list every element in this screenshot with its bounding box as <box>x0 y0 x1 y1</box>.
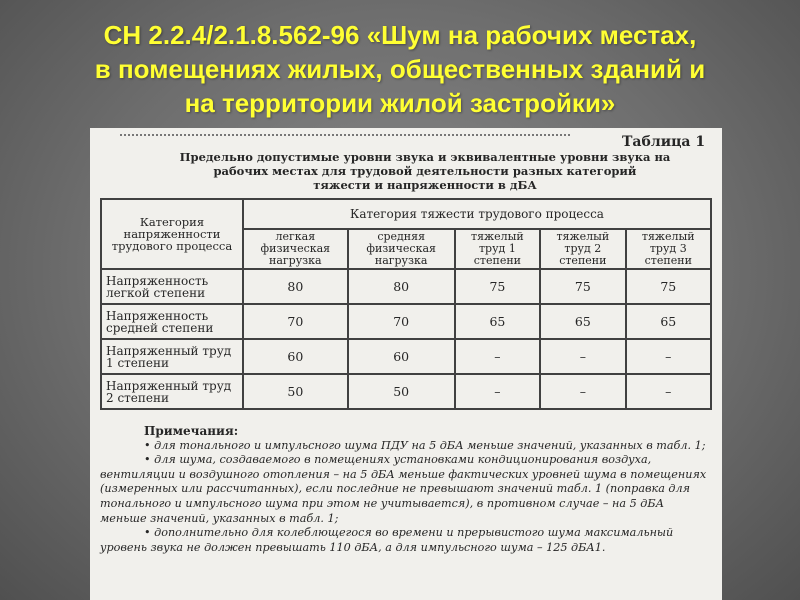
table-header-row <box>101 199 711 229</box>
table-number: Таблица 1 <box>622 134 706 150</box>
table-cell: – <box>540 339 625 374</box>
row-label: Напряженный труд 2 степени <box>101 374 243 409</box>
slide-title-line: в помещениях жилых, общественных зданий и <box>94 54 706 84</box>
table-cell: 75 <box>455 269 540 304</box>
table-caption <box>130 150 720 192</box>
table-cell: 75 <box>540 269 625 304</box>
table-cell: – <box>455 339 540 374</box>
note-item: • дополнительно для колеблющегося во времени и прерывистого шума максимальный уровень звука не должен превышать 110 дБА, а для импульсного шума – 125 дБА1. <box>100 526 712 555</box>
slide-title <box>20 18 780 120</box>
column-header: тяжелый труд 3 степени <box>626 229 711 269</box>
row-label: Напряженный труд 1 степени <box>101 339 243 374</box>
cut-text-line <box>120 128 570 136</box>
slide-title-line: на территории жилой застройки» <box>184 88 616 118</box>
table-cell: 80 <box>243 269 348 304</box>
table-cell: – <box>626 339 711 374</box>
table-cell: 60 <box>243 339 348 374</box>
caption-line: Предельно допустимые уровни звука и эквивалентные уровни звука на <box>179 150 671 164</box>
table-cell: 60 <box>348 339 455 374</box>
caption-line: рабочих местах для трудовой деятельности разных категорий <box>213 164 637 178</box>
table-cell: 75 <box>626 269 711 304</box>
scanned-document <box>90 128 722 600</box>
caption-line: тяжести и напряженности в дБА <box>313 178 537 192</box>
column-header: тяжелый труд 2 степени <box>540 229 625 269</box>
note-item: • для тонального и импульсного шума ПДУ на 5 дБА меньше значений, указанных в табл. 1; <box>100 439 712 454</box>
table-row <box>101 304 711 339</box>
table-cell: 70 <box>243 304 348 339</box>
table-row <box>101 374 711 409</box>
table-cell: – <box>540 374 625 409</box>
noise-limits-table <box>100 198 712 410</box>
table-cell: 50 <box>243 374 348 409</box>
table-cell: 50 <box>348 374 455 409</box>
row-label: Напряженность легкой степени <box>101 269 243 304</box>
notes-section <box>100 424 712 555</box>
table-cell: – <box>455 374 540 409</box>
corner-header: Категория напряженности трудового процесса <box>101 199 243 269</box>
table-row <box>101 269 711 304</box>
table-row <box>101 339 711 374</box>
table-cell: 65 <box>455 304 540 339</box>
column-header: легкая физическая нагрузка <box>243 229 348 269</box>
group-header: Категория тяжести трудового процесса <box>243 199 711 229</box>
table-cell: 80 <box>348 269 455 304</box>
slide-title-line: СН 2.2.4/2.1.8.562-96 «Шум на рабочих местах, <box>103 20 697 50</box>
table-cell: – <box>626 374 711 409</box>
note-item: • для шума, создаваемого в помещениях установками кондиционирования воздуха, вентиляции и воздушного отопления – на 5 дБА меньше фактических уровней шума в помещениях (измеренных или рассчитанных), если последние не превышают значений табл. 1 (поправка для тонального и импульсного шума при этом не учитывается), в противном случае – на 5 дБА меньше значений, указанных в табл. 1; <box>100 453 712 526</box>
column-header: средняя физическая нагрузка <box>348 229 455 269</box>
notes-title: Примечания: <box>144 424 239 438</box>
table-cell: 65 <box>540 304 625 339</box>
column-header: тяжелый труд 1 степени <box>455 229 540 269</box>
table-cell: 65 <box>626 304 711 339</box>
row-label: Напряженность средней степени <box>101 304 243 339</box>
table-cell: 70 <box>348 304 455 339</box>
